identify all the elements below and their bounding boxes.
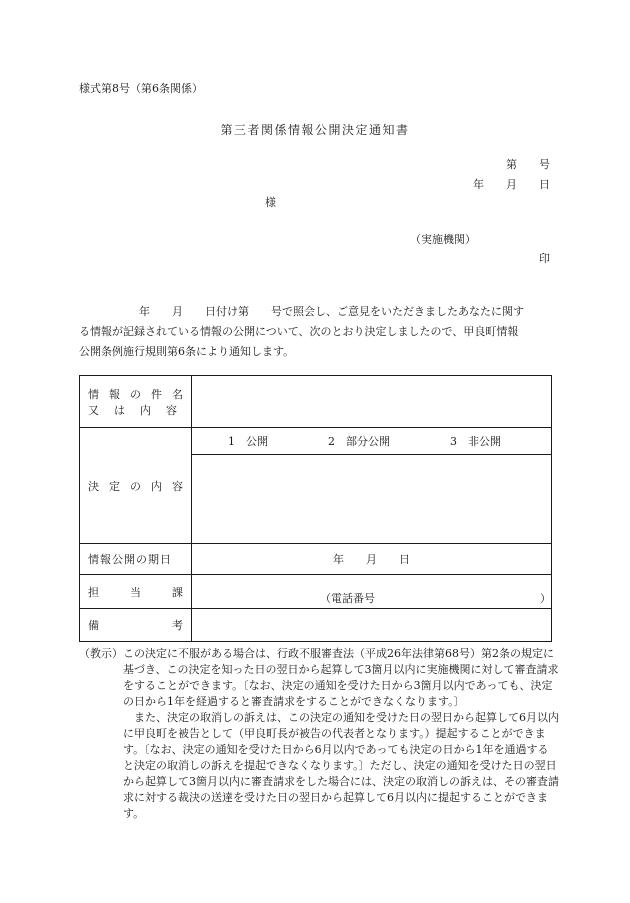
addressee-honorific: 様 (265, 196, 276, 209)
label-char: 内 (140, 403, 151, 417)
body-text (79, 302, 552, 362)
label-char: 定 (109, 479, 120, 493)
remarks-value[interactable] (192, 609, 552, 642)
notes-heading: （教示） (79, 647, 123, 660)
decision-detail-value[interactable] (192, 455, 552, 544)
period-label (80, 544, 192, 575)
phone-number: （電話番号 ） (320, 591, 551, 605)
label-char: 内 (151, 479, 162, 493)
label-char: 容 (166, 403, 177, 417)
info-name-row (80, 376, 552, 428)
label-char: 決 (88, 479, 99, 493)
label-char: 考 (172, 619, 183, 632)
label-char: 件 (151, 387, 162, 401)
label-char: 名 (172, 387, 183, 401)
option-partial-public[interactable]: 2 部分公開 (328, 435, 390, 448)
info-name-label-line-2 (88, 402, 183, 418)
charge-label-text (88, 584, 183, 600)
decision-label (80, 428, 192, 544)
label-char: の (130, 479, 141, 493)
instructions-notes (79, 646, 559, 822)
implementing-agency: （実施機関） (410, 233, 476, 246)
document-number: 第 号 (506, 158, 550, 171)
charge-value[interactable] (192, 575, 552, 609)
decision-table (79, 375, 552, 642)
document-date: 年 月 日 (473, 178, 550, 191)
body-line: る情報が記録されている情報の公開について、次のとおり決定しましたので、甲良町情報 (79, 325, 519, 338)
remarks-row (80, 609, 552, 642)
label-char: 担 (88, 585, 99, 599)
body-line: 年 月 日付け第 号で照会し、ご意見をいただきましたあなたに関す (139, 305, 524, 318)
form-number: 様式第8号（第6条関係） (79, 82, 203, 95)
notes-paragraph-1: この決定に不服がある場合は、行政不服審査法（平成26年法律第68号）第2条の規定に基づき、この決定を知った日の翌日から起算して3箇月以内に実施機関に対して審査請求をすることができます。〔なお、決定の通知を受けた日から3箇月以内であっても、決定の日から1年を経過すると審査請求をすることができなくなります。〕 (123, 647, 559, 708)
charge-label (80, 575, 192, 609)
decision-options-row (80, 428, 552, 455)
period-row (80, 544, 552, 575)
seal-mark: 印 (539, 252, 550, 265)
label-char: 備 (88, 619, 99, 632)
option-public[interactable]: 1 公開 (228, 435, 268, 448)
decision-options (192, 428, 552, 455)
remarks-label (80, 609, 192, 642)
remarks-label-text (88, 617, 183, 633)
label-char: 又 (88, 403, 99, 417)
label-char: 当 (130, 585, 141, 599)
info-name-value[interactable] (192, 376, 552, 428)
label-char: 容 (172, 479, 183, 493)
period-label-text: 情報公開の期日 (88, 553, 172, 566)
label-char: 課 (172, 585, 183, 599)
charge-row (80, 575, 552, 609)
info-name-label (80, 376, 192, 428)
info-name-label-line-1 (88, 386, 183, 402)
option-non-public[interactable]: 3 非公開 (450, 435, 501, 448)
label-char: は (114, 403, 125, 417)
label-char: 情 (88, 387, 99, 401)
decision-label-text (88, 478, 183, 494)
notes-paragraph-2: また、決定の取消しの訴えは、この決定の通知を受けた日の翌日から起算して6月以内に甲良町を被告として（甲良町長が被告の代表者となります。）提起することができます。〔なお、決定の通知を受けた日から6月以内であっても決定の日から1年を通過すると決定の取消しの訴えを提起できなくなります。〕ただし、決定の通知を受けた日の翌日から起算して3箇月以内に審査請求をした場合には、決定の取消しの訴えは、その審査請求に対する裁決の送達を受けた日の翌日から起算して6月以内に提起することができます。 (123, 711, 559, 820)
label-char: 報 (109, 387, 120, 401)
body-line: 公開条例施行規則第6条により通知します。 (79, 345, 295, 358)
document-title: 第三者関係情報公開決定通知書 (220, 123, 410, 137)
period-value[interactable]: 年 月 日 (192, 544, 552, 575)
label-char: の (130, 387, 141, 401)
